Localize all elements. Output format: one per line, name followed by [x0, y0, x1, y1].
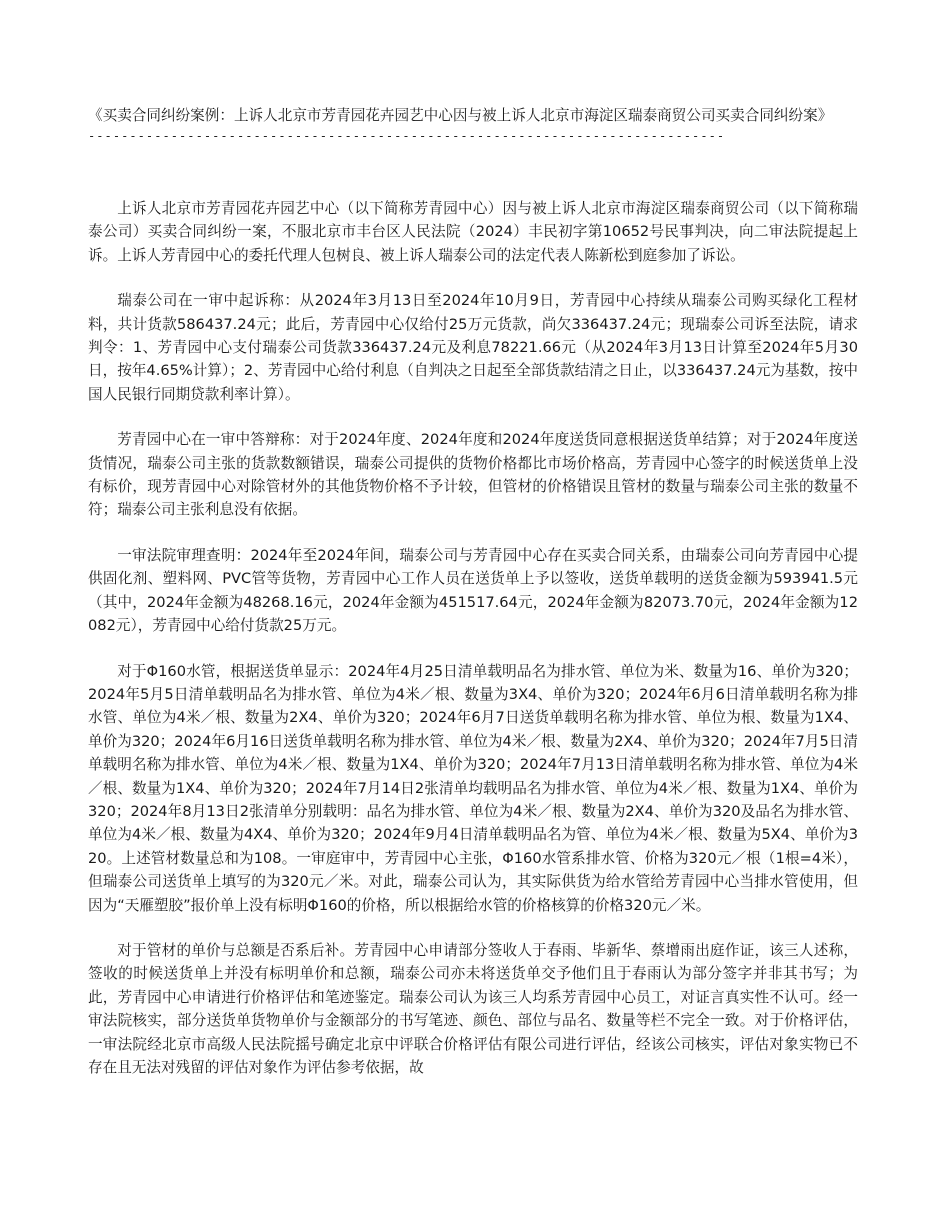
- paragraph-price-dispute: 对于管材的单价与总额是否系后补。芳青园中心申请部分签收人于春雨、毕新华、蔡增雨出庭作证，该三人述称，签收的时候送货单上并没有标明单价和总额，瑞泰公司亦未将送货单交予他们且于春雨认为部分签字并非其书写；为此，芳青园中心申请进行价格评估和笔迹鉴定。瑞泰公司认为该三人均系芳青园中心员工，对证言真实性不认可。经一审法院核实，部分送货单货物单价与金额部分的书写笔迹、颜色、部位与品名、数量等栏不完全一致。对于价格评估，一审法院经北京市高级人民法院摇号确定北京中评联合价格评估有限公司进行评估，经该公司核实，评估对象实物已不存在且无法对残留的评估对象作为评估参考依据，故: [88, 941, 858, 1076]
- title-divider: -----------------------------------------------------------------------------: [88, 129, 726, 143]
- paragraph-plaintiff-claim: 瑞泰公司在一审中起诉称：从2024年3月13日至2024年10月9日，芳青园中心持续从瑞泰公司购买绿化工程材料，共计货款586437.24元；此后，芳青园中心仅给付25万元货款，尚欠336437.24元；现瑞泰公司诉至法院，请求判令：1、芳青园中心支付瑞泰公司货款336437.24元及利息78221.66元（从2024年3月13日计算至2024年5月30日，按年4.65%计算）；2、芳青园中心给付利息（自判决之日起至全部货款结清之日止，以336437.24元为基数，按中国人民银行同期贷款利率计算）。: [88, 292, 858, 403]
- paragraph-court-findings: 一审法院审理查明：2024年至2024年间，瑞泰公司与芳青园中心存在买卖合同关系，由瑞泰公司向芳青园中心提供固化剂、塑料网、PVC管等货物，芳青园中心工作人员在送货单上予以签收，送货单载明的送货金额为593941.5元（其中，2024年金额为48268.16元，2024年金额为451517.64元，2024年金额为82073.70元，2024年金额为12082元），芳青园中心给付货款25万元。: [88, 546, 858, 635]
- paragraph-defendant-reply: 芳青园中心在一审中答辩称：对于2024年度、2024年度和2024年度送货同意根据送货单结算；对于2024年度送货情况，瑞泰公司主张的货款数额错误，瑞泰公司提供的货物价格都比市场价格高，芳青园中心签字的时候送货单上没有标价，现芳青园中心对除管材外的其他货物价格不予计较，但管材的价格错误且管材的数量与瑞泰公司主张的数量不符；瑞泰公司主张利息没有依据。: [88, 431, 858, 519]
- paragraph-pipe-details: 对于Φ160水管，根据送货单显示：2024年4月25日清单载明品名为排水管、单位为米、数量为16、单价为320；2024年5月5日清单载明品名为排水管、单位为4米／根、数量为3X4、单价为320；2024年6月6日清单载明名称为排水管、单位为4米／根、数量为2X4、单价为320；2024年6月7日送货单载明名称为排水管、单位为根、数量为1X4、单价为320；2024年6月16日送货单载明名称为排水管、单位为4米／根、数量为2X4、单价为320；2024年7月5日清单载明名称为排水管、单位为4米／根、数量为1X4、单价为320；2024年7月13日清单载明名称为排水管、单位为4米／根、数量为1X4、单价为320；2024年7月14日2张清单均载明品名为排水管、单位为4米／根、数量为1X4、单价为320；2024年8月13日2张清单分别载明：品名为排水管、单位为4米／根、数量为2X4、单价为320及品名为排水管、单位为4米／根、数量为4X4、单价为320；2024年9月4日清单载明品名为管、单位为4米／根、数量为5X4、单价为320。上述管材数量总和为108。一审庭审中，芳青园中心主张，Φ160水管系排水管、价格为320元／根（1根=4米），但瑞泰公司送货单上填写的为320元／米。对此，瑞泰公司认为，其实际供货为给水管给芳青园中心当排水管使用，但因为“天雁塑胶”报价单上没有标明Φ160的价格，所以根据给水管的价格核算的价格320元／米。: [88, 662, 858, 914]
- document-title: 《买卖合同纠纷案例：上诉人北京市芳青园花卉园艺中心因与被上诉人北京市海淀区瑞泰商贸公司买卖合同纠纷案》: [88, 107, 833, 124]
- document-body: [88, 197, 858, 1079]
- paragraph-appeal-intro: 上诉人北京市芳青园花卉园艺中心（以下简称芳青园中心）因与被上诉人北京市海淀区瑞泰商贸公司（以下简称瑞泰公司）买卖合同纠纷一案，不服北京市丰台区人民法院（2024）丰民初字第10652号民事判决，向二审法院提起上诉。上诉人芳青园中心的委托代理人包树良、被上诉人瑞泰公司的法定代表人陈新松到庭参加了诉讼。: [88, 200, 858, 264]
- document-page: [88, 104, 858, 1101]
